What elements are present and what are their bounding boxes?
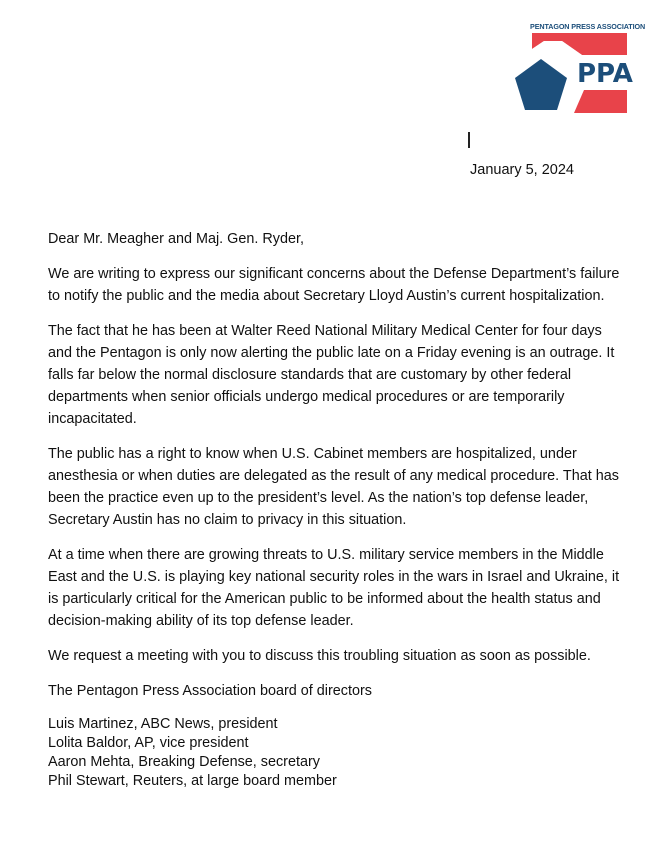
logo-org-name: PENTAGON PRESS ASSOCIATION: [530, 22, 646, 31]
paragraph: The fact that he has been at Walter Reed National Military Medical Center for four days and the Pentagon is only now alerting the public late on a Friday evening is an outrage. It falls far below the normal disclosure standards that are customary by other federal departments when senior officials undergo medical procedures or are temporarily incapacitated.: [48, 323, 615, 427]
paragraph: The public has a right to know when U.S. Cabinet members are hospitalized, under anesthesia or when duties are delegated as the result of any medical procedure. That has been the practice even up to the president’s level. As the nation’s top defense leader, Secretary Austin has no claim to privacy in this situation.: [48, 446, 619, 528]
paragraph: We request a meeting with you to discuss this troubling situation as soon as possible.: [48, 648, 591, 664]
ppa-logo: [500, 14, 646, 124]
text-cursor: [468, 132, 470, 148]
letter-date: January 5, 2024: [470, 162, 574, 178]
salutation: Dear Mr. Meagher and Maj. Gen. Ryder,: [48, 231, 304, 247]
signer: Luis Martinez, ABC News, president: [48, 716, 278, 732]
logo-acronym: PPA: [577, 59, 633, 89]
signer-list: [48, 715, 628, 791]
signer: Phil Stewart, Reuters, at large board member: [48, 773, 337, 789]
signer: Lolita Baldor, AP, vice president: [48, 735, 249, 751]
paragraph: At a time when there are growing threats to U.S. military service members in the Middle East and the U.S. is playing key national security roles in the wars in Israel and Ukraine, it is particularly critical for the American public to be informed about the health status and decision-making ability of its top defense leader.: [48, 547, 620, 629]
paragraph: We are writing to express our significant concerns about the Defense Department’s failure to notify the public and the media about Secretary Lloyd Austin’s current hospitalization.: [48, 266, 620, 304]
letter-body: [48, 228, 628, 791]
closing: The Pentagon Press Association board of directors: [48, 683, 372, 699]
signer: Aaron Mehta, Breaking Defense, secretary: [48, 754, 320, 770]
